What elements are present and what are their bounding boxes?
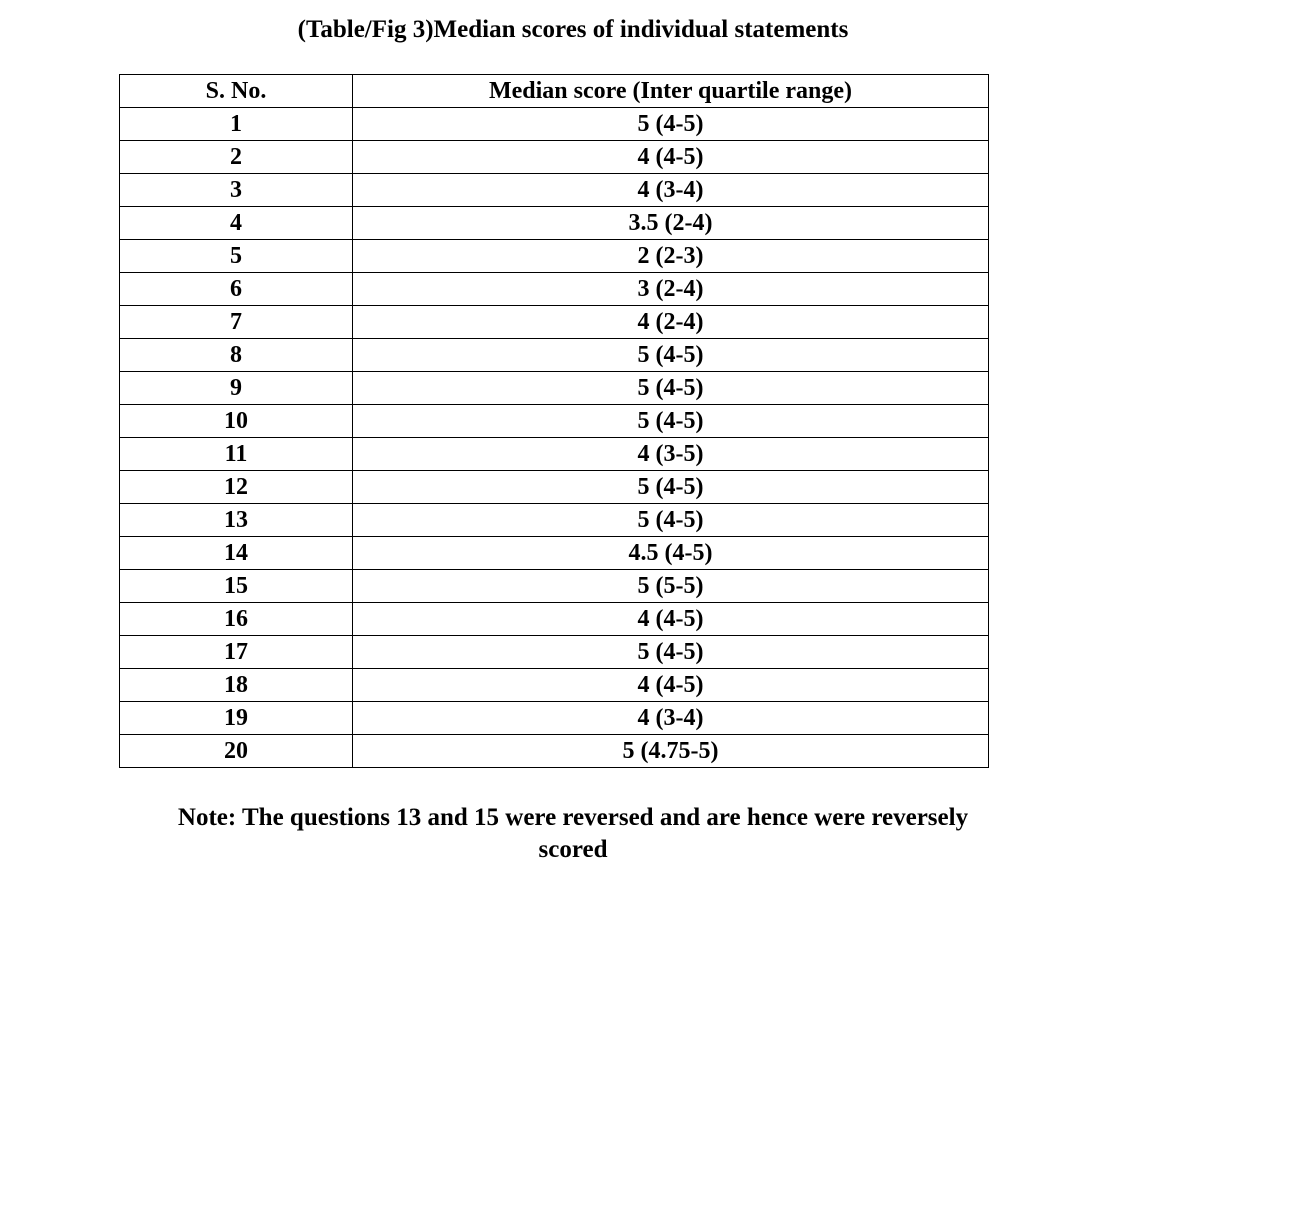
serial-number-cell: 15 [120, 570, 353, 603]
median-score-cell: 4 (2-4) [353, 306, 989, 339]
header-median-score: Median score (Inter quartile range) [353, 75, 989, 108]
table-row [120, 471, 989, 504]
serial-number-cell: 11 [120, 438, 353, 471]
median-score-cell: 5 (4-5) [353, 339, 989, 372]
median-score-cell: 3 (2-4) [353, 273, 989, 306]
serial-number-cell: 12 [120, 471, 353, 504]
serial-number-cell: 10 [120, 405, 353, 438]
table-header-row [120, 75, 989, 108]
table-row [120, 240, 989, 273]
median-scores-table [119, 74, 989, 768]
header-serial-number: S. No. [120, 75, 353, 108]
table-note [0, 802, 1146, 866]
serial-number-cell: 1 [120, 108, 353, 141]
table-title: (Table/Fig 3)Median scores of individual statements [297, 16, 849, 43]
serial-number-cell: 2 [120, 141, 353, 174]
median-score-cell: 2 (2-3) [353, 240, 989, 273]
median-score-cell: 4 (4-5) [353, 669, 989, 702]
median-score-cell: 3.5 (2-4) [353, 207, 989, 240]
table-row [120, 537, 989, 570]
serial-number-cell: 3 [120, 174, 353, 207]
median-score-cell: 5 (4-5) [353, 636, 989, 669]
median-score-cell: 5 (4-5) [353, 108, 989, 141]
table-row [120, 735, 989, 768]
table-row [120, 306, 989, 339]
serial-number-cell: 19 [120, 702, 353, 735]
table-row [120, 669, 989, 702]
median-score-cell: 5 (4-5) [353, 471, 989, 504]
serial-number-cell: 14 [120, 537, 353, 570]
median-score-cell: 5 (4.75-5) [353, 735, 989, 768]
serial-number-cell: 17 [120, 636, 353, 669]
serial-number-cell: 4 [120, 207, 353, 240]
serial-number-cell: 18 [120, 669, 353, 702]
median-score-cell: 4 (3-5) [353, 438, 989, 471]
serial-number-cell: 5 [120, 240, 353, 273]
table-row [120, 405, 989, 438]
median-score-cell: 4.5 (4-5) [353, 537, 989, 570]
serial-number-cell: 7 [120, 306, 353, 339]
serial-number-cell: 16 [120, 603, 353, 636]
median-score-cell: 5 (4-5) [353, 405, 989, 438]
median-score-cell: 5 (4-5) [353, 372, 989, 405]
serial-number-cell: 20 [120, 735, 353, 768]
median-score-cell: 4 (4-5) [353, 141, 989, 174]
table-row [120, 141, 989, 174]
serial-number-cell: 9 [120, 372, 353, 405]
table-row [120, 702, 989, 735]
serial-number-cell: 13 [120, 504, 353, 537]
median-score-cell: 4 (3-4) [353, 174, 989, 207]
table-row [120, 603, 989, 636]
note-line-1: Note: The questions 13 and 15 were reversed and are hence were reversely [177, 804, 969, 831]
median-score-cell: 5 (4-5) [353, 504, 989, 537]
median-score-cell: 4 (4-5) [353, 603, 989, 636]
median-score-cell: 5 (5-5) [353, 570, 989, 603]
table-row [120, 636, 989, 669]
table-row [120, 174, 989, 207]
serial-number-cell: 6 [120, 273, 353, 306]
table-row [120, 504, 989, 537]
table-row [120, 207, 989, 240]
median-score-cell: 4 (3-4) [353, 702, 989, 735]
table-row [120, 438, 989, 471]
table-row [120, 108, 989, 141]
table-row [120, 372, 989, 405]
table-row [120, 570, 989, 603]
note-line-2: scored [538, 836, 608, 863]
table-row [120, 273, 989, 306]
serial-number-cell: 8 [120, 339, 353, 372]
table-row [120, 339, 989, 372]
